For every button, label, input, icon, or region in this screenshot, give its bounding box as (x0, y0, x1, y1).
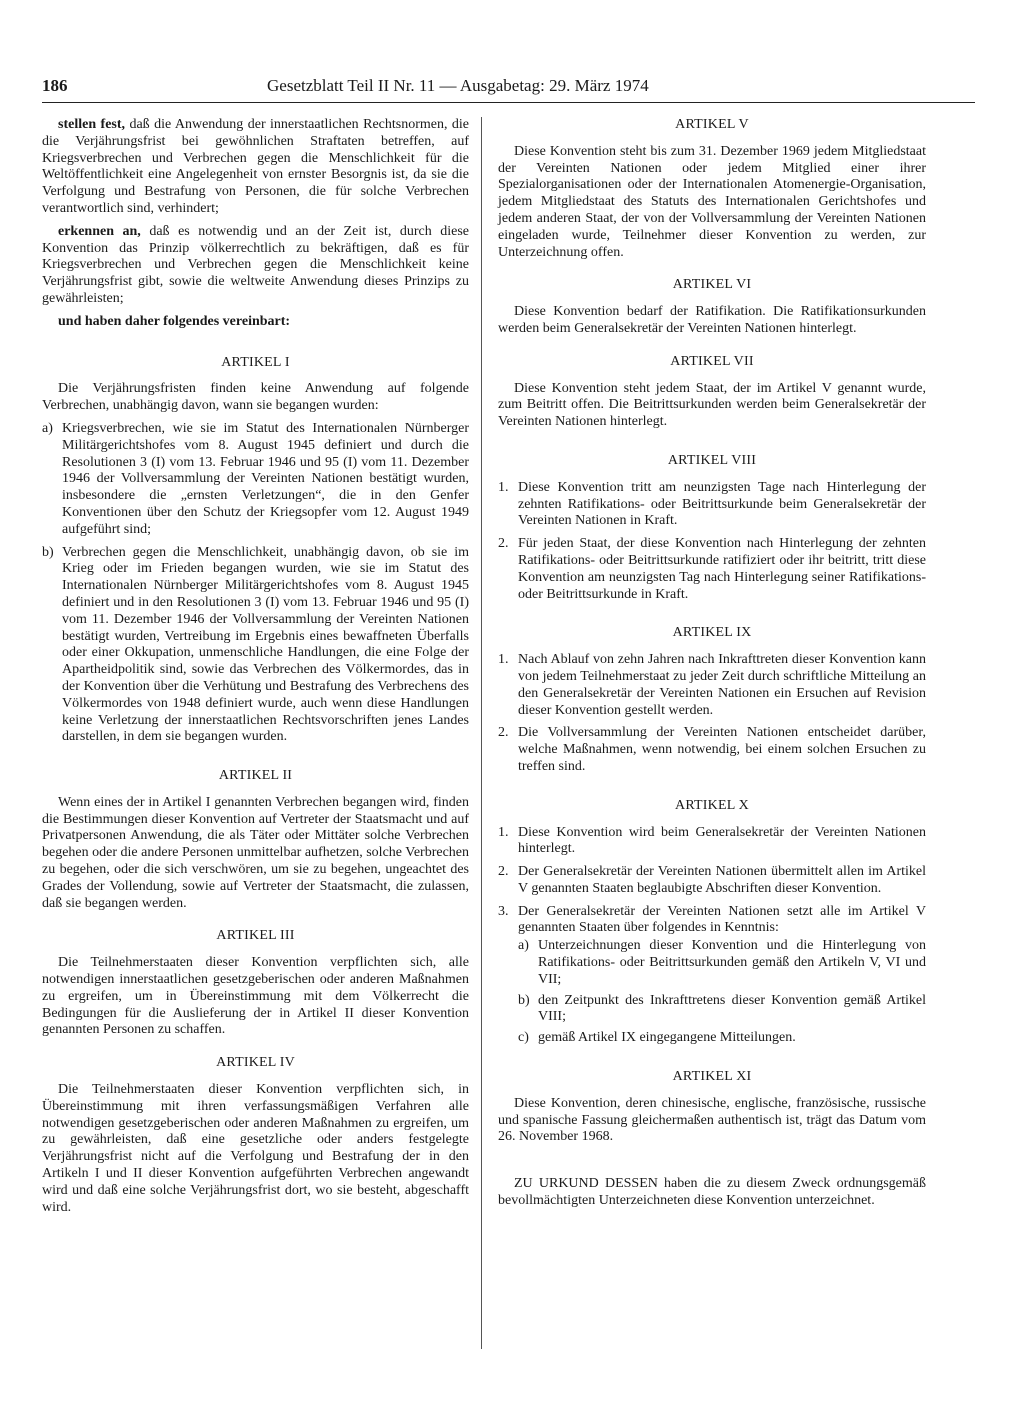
article-6-text: Diese Konvention bedarf der Ratifikation. Die Ratifikationsurkunden werden beim Generalsekretär der Vereinten Nationen hinterlegt. (498, 304, 926, 336)
article-5-heading: ARTIKEL V (675, 117, 749, 132)
article-7-heading: ARTIKEL VII (670, 353, 754, 369)
article-10-paragraph-3 (498, 904, 926, 1047)
item-text: Der Generalsekretär der Vereinten Nationen übermittelt allen im Artikel V genannten Staaten beglaubigte Abschriften dieser Konvention. (518, 864, 926, 896)
item-marker: 2. (498, 864, 509, 880)
article-1-item-b (42, 545, 469, 747)
preamble-text-1: daß die Anwendung der innerstaatlichen Rechtsnormen, die die Verjährungsfrist bei gewöhnlichen Straftaten betreffen, auf Kriegsverbrechen und Verbrechen gegen die Menschlichkeit für die Weltöffentlichkeit eine Angelegenheit von ernster Besorgnis ist, da sie die Verfolgung und Bestrafung von Personen, die für solche Verbrechen verantwortlich sind, verhindert; (42, 117, 470, 216)
page-header (42, 76, 975, 103)
item-marker: a) (42, 420, 53, 436)
page-number: 186 (42, 76, 68, 95)
article-9-paragraph-1 (498, 652, 926, 719)
item-text: Für jeden Staat, der diese Konvention nach Hinterlegung der zehnten Ratifikations- oder Beitrittsurkunde ratifiziert oder ihr beitritt, tritt diese Konvention am neunzigsten Tag nach Hinterlegung seiner Ratifikations- oder Beitrittsurkunde in Kraft. (518, 536, 926, 602)
item-marker: 2. (498, 725, 509, 741)
article-10-item-a (518, 938, 926, 988)
article-10-heading: ARTIKEL X (675, 797, 749, 813)
item-text: Diese Konvention tritt am neunzigsten Tage nach Hinterlegung der zehnten Ratifikations- oder Beitrittsurkunde beim Generalsekretär der Vereinten Nationen in Kraft. (518, 479, 926, 529)
article-1-intro: Die Verjährungsfristen finden keine Anwendung auf folgende Verbrechen, unabhängig davon, wann sie begangen wurden: (42, 381, 469, 414)
article-10-paragraph-1 (498, 825, 926, 859)
article-10-paragraph-2 (498, 864, 926, 898)
preamble-paragraph-1 (42, 117, 469, 218)
item-text: Nach Ablauf von zehn Jahren nach Inkrafttreten dieser Konvention kann von jedem Teilnehmerstaat zu jeder Zeit durch schriftliche Mitteilung an den Generalsekretär der Vereinten Nationen ein Ersuchen auf Revision dieser Konvention gestellt werden. (518, 652, 926, 718)
article-1-heading: ARTIKEL I (221, 354, 290, 370)
item-text: Unterzeichnungen dieser Konvention und die Hinterlegung von Ratifikations- oder Beitrittsurkunden gemäß den Artikeln V, VI und VII; (538, 938, 926, 987)
item-marker: 1. (498, 652, 509, 668)
item-marker: b) (42, 544, 54, 560)
preamble-text-2: daß es notwendig und an der Zeit ist, durch diese Konvention das Prinzip völkerrechtlich zu bekräftigen, daß es für Kriegsverbrechen und Verbrechen gegen die Menschlichkeit keine Verjährungsfrist gibt, sowie die weltweite Anwendung dieses Prinzips zu gewährleisten; (42, 223, 470, 306)
article-5-text: Diese Konvention steht bis zum 31. Dezember 1969 jedem Mitgliedstaat der Vereinten Nationen oder jedem Mitglied einer ihrer Spezialorganisationen oder der Internationalen Atomenergie-Organisation, jedem Mitgliedstaat des Statuts des Internationalen Gerichtshofes und jedem anderen Staat, der von der Vollversammlung der Vereinten Nationen eingeladen wurde, Teilnehmer dieser Konvention zu werden, zur Unterzeichnung offen. (498, 143, 926, 260)
item-marker: b) (518, 992, 530, 1008)
article-9-heading: ARTIKEL IX (672, 625, 752, 641)
article-10-item-b (518, 993, 926, 1027)
article-3-text: Die Teilnehmerstaaten dieser Konvention verpflichten sich, alle notwendigen innerstaatlichen gesetzgeberischen oder anderen Maßnahmen zu ergreifen, um in Übereinstimmung mit dem Völkerrecht die Bedingungen für die Auslieferung der in Artikel II dieser Konvention genannten Personen zu schaffen. (42, 955, 469, 1038)
item-text: Der Generalsekretär der Vereinten Nationen setzt alle im Artikel V genannten Staaten über folgendes in Kenntnis: (518, 903, 926, 936)
article-2-text: Wenn eines der in Artikel I genannten Verbrechen begangen wird, finden die Bestimmungen dieser Konvention auf Vertreter der Staatsmacht und auf Privatpersonen Anwendung, die als Täter oder Mittäter solche Verbrechen begehen oder die andere Personen unmittelbar aufhetzen, solche Verbrechen zu begehen, oder die sich verschwören, um sie zu begehen, ungeachtet des Grades der Vollendung, sowie auf Vertreter der Staatsmacht, die zulassen, daß sie begangen werden. (42, 794, 469, 911)
item-marker: 3. (498, 903, 509, 919)
article-4-heading: ARTIKEL IV (216, 1055, 295, 1071)
article-7-text: Diese Konvention steht jedem Staat, der im Artikel V genannt wurde, zum Beitritt offen. Die Beitrittsurkunden werden beim Generalsekretär der Vereinten Nationen hinterlegt. (498, 380, 926, 430)
article-8-heading: ARTIKEL VIII (667, 452, 757, 468)
running-title: Gesetzblatt Teil II Nr. 11 — Ausgabetag: 29. März 1974 (267, 76, 649, 95)
article-11-text: Diese Konvention, deren chinesische, englische, französische, russische und spanische Fassung gleichermaßen authentisch ist, trägt das Datum vom 26. November 1968. (498, 1095, 926, 1145)
article-3-heading: ARTIKEL III (216, 928, 295, 944)
item-text: Verbrechen gegen die Menschlichkeit, unabhängig davon, ob sie im Krieg oder im Frieden begangen wurden, wie sie im Statut des Internationalen Nürnberger Militärgerichtshofes vom 8. August 1945 definiert und in den Resolutionen 3 (I) vom 13. Februar 1946 und 95 (I) vom 11. Dezember 1946 der Vollversammlung der Vereinten Nationen bestätigt wurden, Vertreibung im Ergebnis eines bewaffneten Überfalls oder einer Okkupation, unmenschliche Handlungen, die eine Folge der Apartheidpolitik sind, sowie das Verbrechen des Völkermordes, das in der Konvention über die Verhütung und Bestrafung des Verbrechens des Völkermordes von 1948 definiert wurde, auch wenn diese Handlungen keine Verletzung der innerstaatlichen Rechtsvorschriften jenes Landes darstellen, in dem sie begangen wurden. (62, 544, 469, 745)
item-text: Kriegsverbrechen, wie sie im Statut des Internationalen Nürnberger Militärgerichtshofes vom 8. August 1945 definiert und durch die Resolutionen 3 (I) vom 13. Februar 1946 und 95 (I) vom 11. Dezember 1946 der Vollversammlung der Vereinten Nationen bestätigt wurden, insbesondere die „ernsten Verletzungen“, die in den Genfer Konventionen über den Schutz der Kriegsopfer vom 12. August 1949 aufgeführt sind; (62, 420, 469, 537)
item-marker: c) (518, 1030, 529, 1046)
left-column (42, 117, 469, 1222)
closing-formula: ZU URKUND DESSEN haben die zu diesem Zweck ordnungsgemäß bevollmächtigten Unterzeichneten diese Konvention unterzeichnet. (498, 1176, 926, 1209)
right-column (498, 117, 926, 1216)
article-8-paragraph-1 (498, 480, 926, 530)
preamble-lead-1: stellen fest, (58, 117, 126, 132)
item-text: Diese Konvention wird beim Generalsekretär der Vereinten Nationen hinterlegt. (518, 824, 926, 857)
article-2-heading: ARTIKEL II (218, 768, 293, 784)
item-marker: 1. (498, 824, 509, 840)
article-6-heading: ARTIKEL VI (672, 277, 752, 293)
preamble-lead-2: erkennen an, (58, 223, 141, 239)
article-9-paragraph-2 (498, 725, 926, 775)
item-marker: 2. (498, 536, 509, 552)
article-1-item-a (42, 421, 469, 539)
item-marker: a) (518, 938, 529, 954)
preamble-paragraph-3: und haben daher folgendes vereinbart: (58, 313, 291, 329)
article-4-text: Die Teilnehmerstaaten dieser Konvention verpflichten sich, in Übereinstimmung mit ihren verfassungsmäßigen Verfahren alle notwendigen gesetzgeberischen oder anderen Maßnahmen zu ergreifen, um zu gewährleisten, daß eine gesetzliche oder anders festgelegte Verjährungsfrist nicht auf die Verfolgung und Bestrafung der in den Artikeln I und II dieser Konvention aufgeführten Verbrechen angewandt wird und daß eine solche Verjährungsfrist dort, wo sie besteht, abgeschafft wird. (42, 1082, 469, 1215)
preamble-paragraph-2 (42, 224, 469, 308)
article-8-paragraph-2 (498, 536, 926, 603)
article-11-heading: ARTIKEL XI (672, 1069, 752, 1085)
item-text: den Zeitpunkt des Inkrafttretens dieser Konvention gemäß Artikel VIII; (538, 992, 926, 1025)
column-divider (481, 117, 482, 1349)
article-10-item-c (518, 1030, 926, 1047)
item-text: gemäß Artikel IX eingegangene Mitteilungen. (538, 1030, 796, 1046)
item-marker: 1. (498, 479, 509, 495)
item-text: Die Vollversammlung der Vereinten Nationen entscheidet darüber, welche Maßnahmen, wenn notwendig, bei einem solchen Ersuchen zu treffen sind. (518, 725, 926, 774)
